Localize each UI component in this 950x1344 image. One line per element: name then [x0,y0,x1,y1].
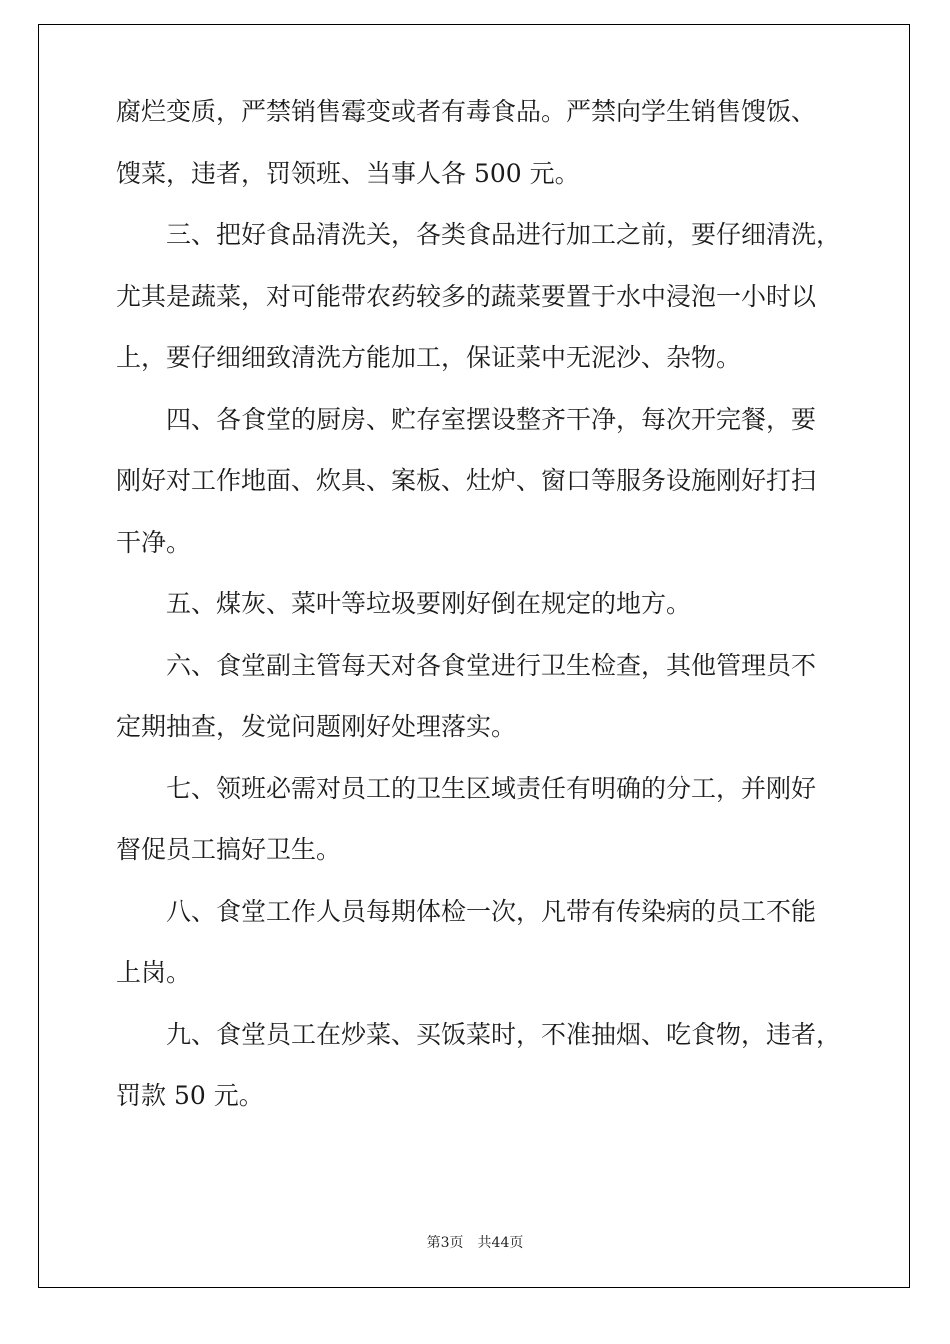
text-line: 罚款 50 元。 [116,1081,264,1110]
text-line: 三、把好食品清洗关，各类食品进行加工之前，要仔细清洗， [166,220,842,249]
page-footer [0,1234,950,1252]
text-line: 七、领班必需对员工的卫生区域责任有明确的分工，并刚好 [166,773,817,803]
text-line: 六、食堂副主管每天对各食堂进行卫生检查，其他管理员不 [166,650,817,680]
text-line: 干净。 [116,527,192,557]
text-line: 尤其是蔬菜，对可能带农药较多的蔬菜要置于水中浸泡一小时以 [116,281,817,311]
text-line: 腐烂变质，严禁销售霉变或者有毒食品。严禁向学生销售馊饭、 [116,97,817,126]
text-line: 五、煤灰、菜叶等垃圾要刚好倒在规定的地方。 [166,589,692,618]
text-line: 上岗。 [116,958,192,987]
text-line: 四、各食堂的厨房、贮存室摆设整齐干净，每次开完餐，要 [166,404,817,434]
text-line: 上，要仔细细致清洗方能加工，保证菜中无泥沙、杂物。 [116,343,742,372]
document-body [116,97,842,1143]
page-number: 第3页 [426,1235,464,1251]
text-line: 九、食堂员工在炒菜、买饭菜时，不准抽烟、吃食物，违者， [166,1019,842,1049]
page-total: 共44页 [477,1235,524,1251]
text-line: 督促员工搞好卫生。 [116,835,342,864]
text-line: 刚好对工作地面、炊具、案板、灶炉、窗口等服务设施刚好打扫 [116,466,817,495]
text-line: 馊菜，违者，罚领班、当事人各 500 元。 [116,158,580,188]
text-line: 八、食堂工作人员每期体检一次，凡带有传染病的员工不能 [166,896,817,926]
text-line: 定期抽查，发觉问题刚好处理落实。 [116,712,517,741]
